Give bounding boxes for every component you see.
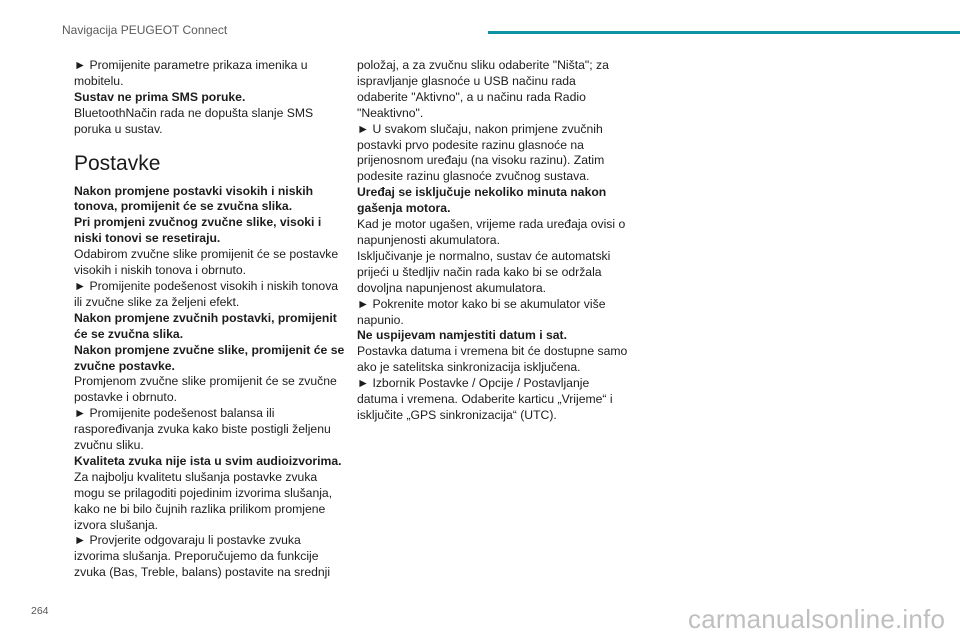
page-number: 264 [31, 605, 49, 617]
paragraph: ► U svakom slučaju, nakon primjene zvučnih postavki prvo podesite razinu glasnoće na prijenosnom uređaju (na visoku razinu). Zatim podesite razinu glasnoće zvučnog sustava. [357, 121, 605, 184]
paragraph: ► Izbornik Postavke / Opcije / Postavljanje datuma i vremena. Odaberite karticu „Vrijeme“ i isključite „GPS sinkronizacija“ (UTC). [357, 376, 613, 422]
bold-paragraph: Nakon promjene zvučne slike, promijenit će se zvučne postavke. [74, 342, 345, 373]
paragraph: ► Promijenite podešenost balansa ili raspoređivanja zvuka kako biste postigli željenu zvučnu sliku. [74, 406, 331, 453]
watermark: carmanualsonline.info [688, 604, 946, 634]
paragraph: ► Promijenite podešenost visokih i niskih tonova ili zvučne slike za željeni efekt. [74, 278, 339, 309]
paragraph: BluetoothNačin rada ne dopušta slanje SMS poruka u sustav. [74, 105, 314, 136]
bold-paragraph: Kvaliteta zvuka nije ista u svim audioizvorima. [74, 453, 342, 468]
paragraph: Odabirom zvučne slike promijenit će se postavke visokih i niskih tonova i obrnuto. [74, 247, 339, 278]
paragraph: ► Promijenite parametre prikaza imenika u mobitelu. [74, 58, 308, 88]
paragraph: Za najbolju kvalitetu slušanja postavke zvuka mogu se prilagoditi pojedinim izvorima slušanja, kako ne bi bilo čujnih razlika prilikom promjene izvora slušanja. [74, 469, 333, 532]
running-header: Navigacija PEUGEOT Connect [62, 23, 228, 37]
header-accent-bar [488, 31, 960, 34]
paragraph: Postavka datuma i vremena bit će dostupne samo ako je satelitska sinkronizacija isključena. [357, 344, 628, 375]
paragraph: Kad je motor ugašen, vrijeme rada uređaja ovisi o napunjenosti akumulatora. [357, 217, 626, 247]
paragraph: Promjenom zvučne slike promijenit će se zvučne postavke i obrnuto. [74, 374, 337, 405]
paragraph: ► Pokrenite motor kako bi se akumulator više napunio. [357, 296, 606, 327]
paragraph: položaj, a za zvučnu sliku odaberite "Ništa"; za ispravljanje glasnoće u USB načinu rada odaberite "Aktivno", a u načinu rada Radio "Neaktivno". [357, 58, 609, 120]
bold-paragraph: Uređaj se isključuje nekoliko minuta nakon gašenja motora. [357, 185, 607, 216]
bold-paragraph: Nakon promjene postavki visokih i niskih tonova, promijenit će se zvučna slika. [74, 183, 314, 214]
left-column [74, 58, 346, 581]
bold-paragraph: Nakon promjene zvučnih postavki, promijenit će se zvučna slika. [74, 310, 337, 341]
bold-paragraph: Ne uspijevam namjestiti datum i sat. [357, 328, 567, 343]
section-heading: Postavke [74, 151, 161, 175]
paragraph: Isključivanje je normalno, sustav će automatski prijeći u štedljiv način rada kako bi se održala dovoljna napunjenost akumulatora. [357, 248, 611, 295]
bold-paragraph: Sustav ne prima SMS poruke. [74, 89, 246, 104]
paragraph: ► Provjerite odgovaraju li postavke zvuka izvorima slušanja. Preporučujemo da funkcije zvuka (Bas, Treble, balans) postavite na srednji [74, 533, 331, 580]
bold-paragraph: Pri promjeni zvučnog zvučne slike, visoki i niski tonovi se resetiraju. [74, 215, 322, 246]
right-column [357, 58, 629, 424]
